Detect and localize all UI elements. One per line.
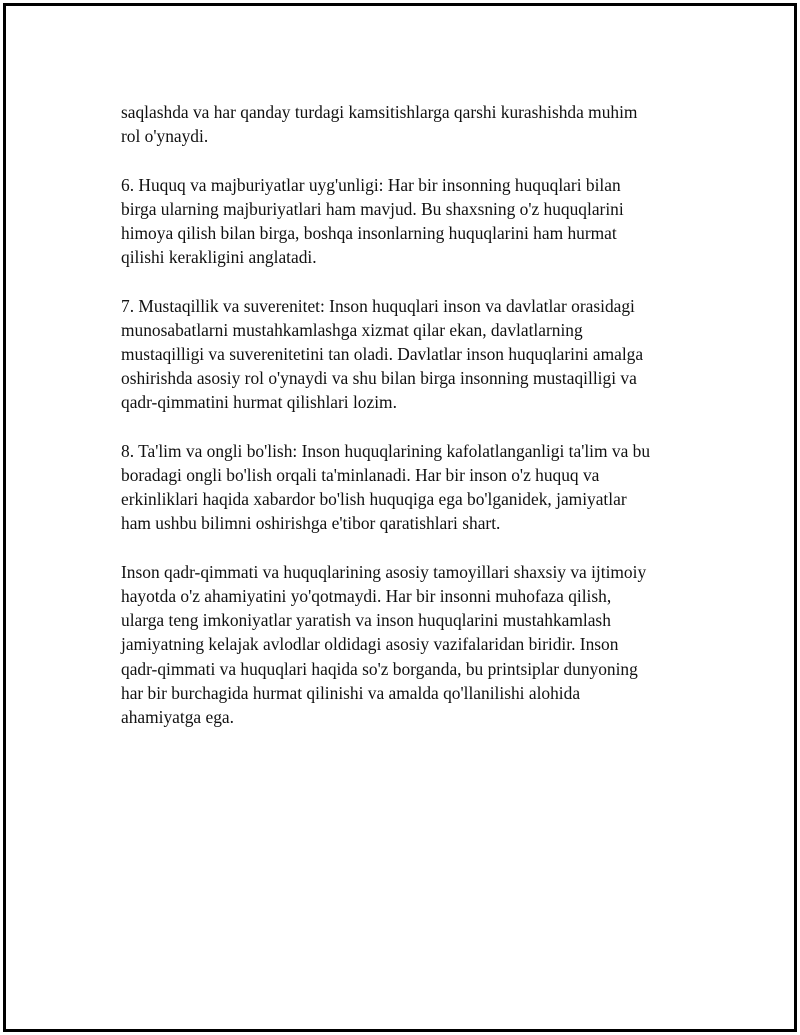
text-line: 6. Huquq va majburiyatlar uyg'unligi: Har bir insonning huquqlari bilan (121, 174, 621, 195)
text-line: 8. Ta'lim va ongli bo'lish: Inson huquqlarining kafolatlanganligi ta'lim va bu (121, 440, 651, 461)
text-line: himoya qilish bilan birga, boshqa insonlarning huquqlarini ham hurmat (121, 223, 617, 243)
text-line: ham ushbu bilimni oshirishga e'tibor qaratishlari shart. (121, 513, 501, 534)
text-line: oshirishda asosiy rol o'ynaydi va shu bilan birga insonning mustaqilligi va (121, 368, 637, 389)
text-line: qadr-qimmatini hurmat qilishlari lozim. (121, 392, 397, 413)
document-body (121, 100, 701, 753)
paragraph-continuation (121, 100, 701, 148)
text-line: 7. Mustaqillik va suverenitet: Inson huquqlari inson va davlatlar orasidagi (121, 295, 635, 316)
text-line: erkinliklari haqida xabardor bo'lish huquqiga ega bo'lganidek, jamiyatlar (121, 489, 627, 510)
page-frame (3, 3, 797, 1032)
text-line: munosabatlarni mustahkamlashga xizmat qilar ekan, davlatlarning (121, 319, 583, 340)
paragraph-item-8 (121, 439, 701, 536)
text-line: mustaqilligi va suverenitetini tan oladi. Davlatlar inson huquqlarini amalga (121, 344, 644, 364)
text-line: boradagi ongli bo'lish orqali ta'minlanadi. Har bir inson o'z huquq va (121, 465, 600, 485)
text-line: qilishi kerakligini anglatadi. (121, 247, 317, 268)
text-line: hayotda o'z ahamiyatini yo'qotmaydi. Har bir insonni muhofaza qilish, (121, 586, 612, 606)
text-line: qadr-qimmati va huquqlari haqida so'z borganda, bu printsiplar dunyoning (121, 658, 638, 679)
paragraph-conclusion (121, 560, 701, 729)
paragraph-item-6 (121, 173, 701, 270)
text-line: rol o'ynaydi. (121, 126, 209, 147)
text-line: ahamiyatga ega. (121, 707, 234, 728)
text-line: har bir burchagida hurmat qilinishi va amalda qo'llanilishi alohida (121, 682, 581, 703)
text-line: ularga teng imkoniyatlar yaratish va inson huquqlarini mustahkamlash (121, 610, 611, 631)
text-line: Inson qadr-qimmati va huquqlarining asosiy tamoyillari shaxsiy va ijtimoiy (121, 561, 647, 582)
text-line: saqlashda va har qanday turdagi kamsitishlarga qarshi kurashishda muhim (121, 102, 638, 122)
text-line: jamiyatning kelajak avlodlar oldidagi asosiy vazifalaridan biridir. Inson (121, 634, 619, 655)
paragraph-item-7 (121, 294, 701, 415)
text-line: birga ularning majburiyatlari ham mavjud. Bu shaxsning o'z huquqlarini (121, 198, 624, 219)
